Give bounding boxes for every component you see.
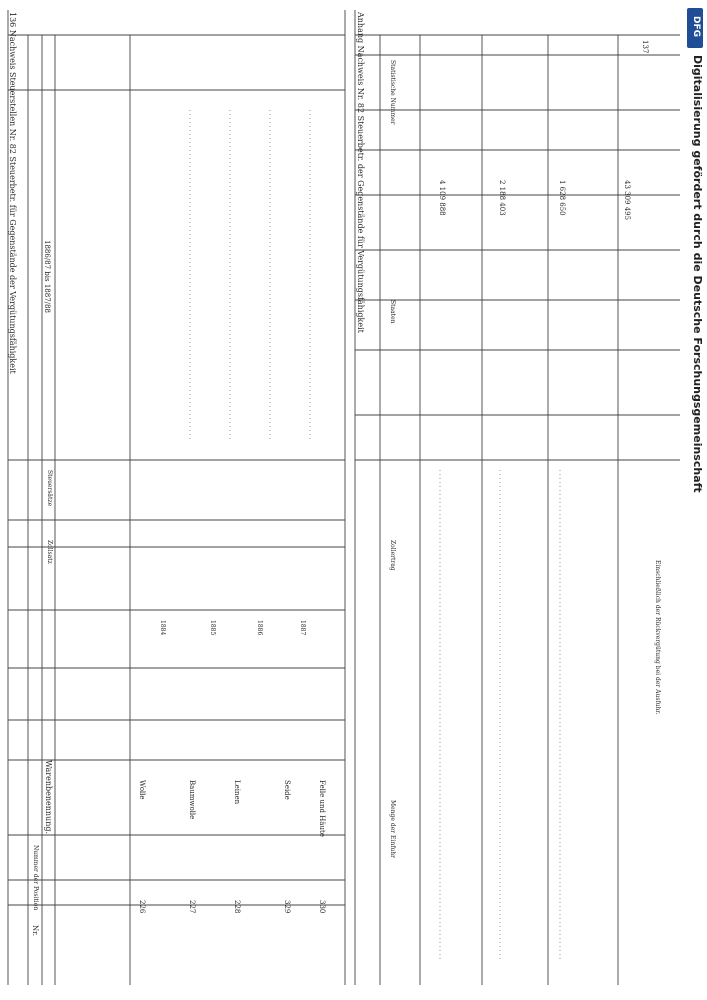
left-table-rules (8, 10, 345, 985)
total-value: 1 628 650 (558, 180, 566, 216)
leader-dots (190, 110, 560, 960)
right-header-import: Menge der Einfuhr (389, 800, 396, 859)
dfg-logo-text: DFG (691, 16, 701, 38)
item-name: Wolle (138, 780, 146, 800)
column-header-number: Nr. (31, 925, 39, 936)
dfg-logo (687, 8, 703, 48)
column-header-position: Nummer der Position (32, 845, 39, 911)
right-header-states: Staaten (389, 300, 396, 324)
item-name: Seide (283, 780, 291, 800)
year-label: 1887 (299, 620, 306, 636)
year-label: 1884 (159, 620, 166, 636)
right-header-stat-number: Statistische Nummer (389, 60, 396, 125)
column-header-rates: Steuersätze (46, 470, 53, 507)
item-number: 227 (188, 900, 196, 914)
total-value: 4 109 888 (438, 180, 446, 216)
item-number: 329 (283, 900, 291, 914)
footnote: Einschließlich der Rückvergütung bei der Ausfuhr. (654, 560, 661, 715)
year-label: 1885 (209, 620, 216, 636)
item-number: 330 (318, 900, 326, 914)
total-value: 2 188 403 (498, 180, 506, 216)
item-name: Felle und Häute (318, 780, 326, 837)
column-header-goods: Warenbenennung. (44, 760, 53, 835)
right-table-rules (355, 10, 680, 985)
item-number: 226 (138, 900, 146, 914)
left-page-header: 136 Nachweis Steuerstellen Nr. 82 Steuerbetr. für Gegenstände der Vergütungsfähigkeit (8, 12, 17, 374)
item-name: Baumwolle (188, 780, 196, 820)
item-number: 228 (233, 900, 241, 914)
year-label: 1886 (256, 620, 263, 636)
right-page-header: Anhang Nachweis Nr. 82 Steuerbetr. der Gegenstände für Vergütungsfähigkeit (356, 12, 365, 333)
item-name: Leinen (233, 780, 241, 805)
page-number: 137 (641, 40, 649, 54)
total-value: 43 309 495 (623, 180, 631, 221)
dfg-watermark-text: Digitalisierung gefördert durch die Deutsche Forschungsgemeinschaft (691, 55, 704, 493)
column-header-years: 1886/87 bis 1887/88 (43, 240, 51, 313)
right-header-revenue: Zollertrag (389, 540, 396, 571)
column-header-duty: Zollsatz (46, 540, 53, 564)
